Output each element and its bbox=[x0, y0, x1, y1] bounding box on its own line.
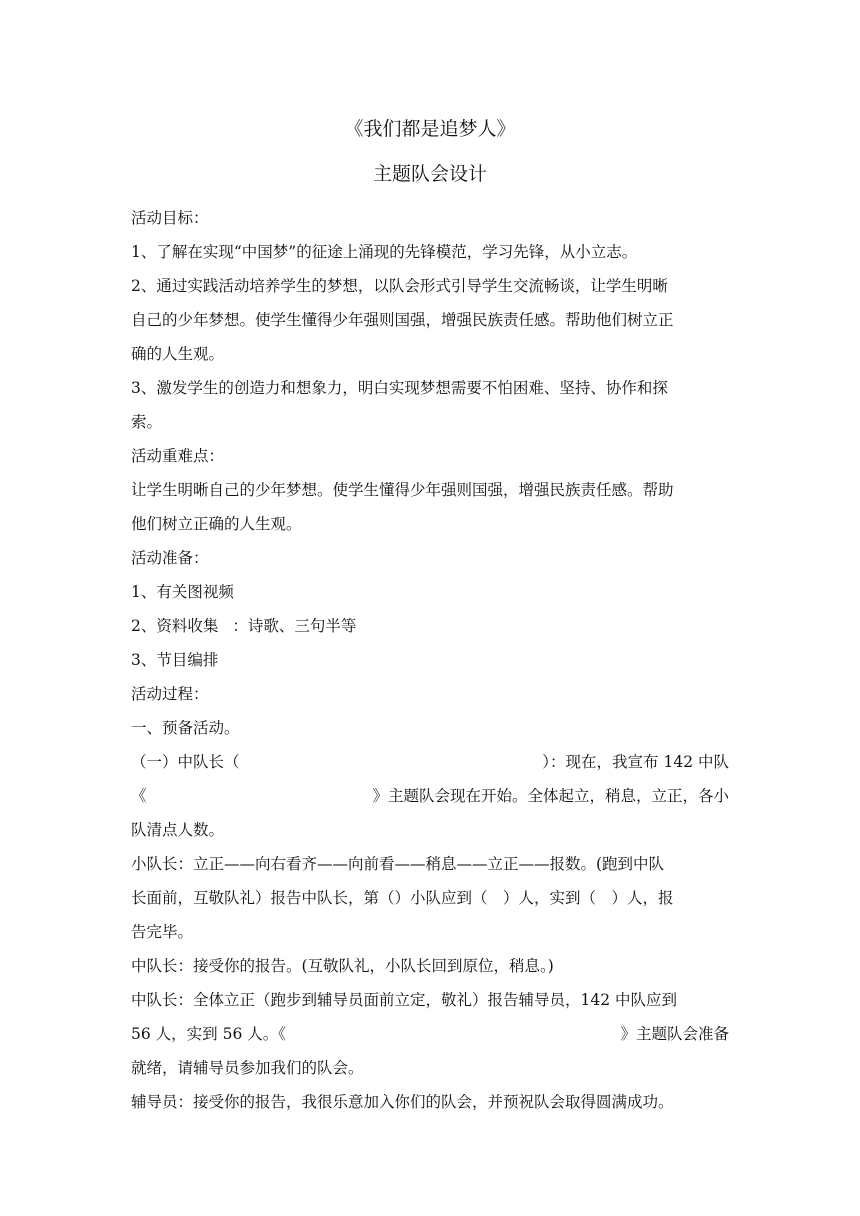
preparation-item-2-detail: ：诗歌、三句半等 bbox=[232, 617, 357, 635]
process-step-1: 一、预备活动。 bbox=[131, 719, 240, 737]
process-heading: 活动过程： bbox=[131, 685, 209, 703]
key-points-line-1: 让学生明晰自己的少年梦想。使学生懂得少年强则国强，增强民族责任感。帮助 bbox=[131, 481, 674, 499]
process-line-1-left: （一）中队长（ bbox=[131, 753, 240, 771]
key-points-line-2: 他们树立正确的人生观。 bbox=[131, 515, 302, 533]
process-line-8: 中队长：全体立正（跑步到辅导员面前立定，敬礼）报告辅导员，142 中队应到 bbox=[131, 991, 678, 1009]
preparation-item-3: 3、节目编排 bbox=[131, 651, 219, 669]
process-line-9 bbox=[131, 1017, 729, 1051]
goal-2-line-3: 确的人生观。 bbox=[131, 345, 225, 363]
document-subtitle: 主题队会设计 bbox=[372, 163, 487, 185]
process-line-1 bbox=[131, 745, 729, 779]
document-body bbox=[131, 201, 729, 1119]
preparation-item-2 bbox=[131, 609, 729, 643]
process-line-2-right: 》主题队会现在开始。全体起立，稍息，立正，各小 bbox=[372, 787, 729, 805]
document-title: 《我们都是追梦人》 bbox=[344, 118, 516, 140]
preparation-item-2-label: 2、资料收集 bbox=[131, 617, 219, 635]
process-line-10: 就绪，请辅导员参加我们的队会。 bbox=[131, 1059, 364, 1077]
process-line-2-left: 《 bbox=[131, 787, 147, 805]
process-line-7: 中队长：接受你的报告。(互敬队礼，小队长回到原位，稍息。) bbox=[131, 957, 554, 975]
goals-heading: 活动目标： bbox=[131, 209, 209, 227]
process-line-5: 长面前，互敬队礼）报告中队长，第（）小队应到（ ）人，实到（ ）人，报 bbox=[131, 889, 674, 907]
preparation-heading: 活动准备： bbox=[131, 549, 209, 567]
process-line-9-right: 》主题队会准备 bbox=[620, 1025, 729, 1043]
process-line-6: 告完毕。 bbox=[131, 923, 194, 941]
goal-3-line-1: 3、激发学生的创造力和想象力，明白实现梦想需要不怕困难、坚持、协作和探 bbox=[131, 379, 668, 397]
goal-3-line-2: 索。 bbox=[131, 413, 163, 431]
process-line-3: 队清点人数。 bbox=[131, 821, 225, 839]
key-points-heading: 活动重难点： bbox=[131, 447, 225, 465]
goal-2-line-2: 自己的少年梦想。使学生懂得少年强则国强，增强民族责任感。帮助他们树立正 bbox=[131, 311, 674, 329]
process-line-11: 辅导员：接受你的报告，我很乐意加入你们的队会，并预祝队会取得圆满成功。 bbox=[131, 1093, 674, 1111]
goal-1: 1、了解在实现“中国梦”的征途上涌现的先锋模范，学习先锋，从小立志。 bbox=[131, 243, 638, 261]
process-line-9-left: 56 人，实到 56 人。《 bbox=[131, 1025, 286, 1043]
process-line-4: 小队长：立正——向右看齐——向前看——稍息——立正——报数。(跑到中队 bbox=[131, 855, 665, 873]
process-line-2 bbox=[131, 779, 729, 813]
process-line-1-right: ）：现在，我宣布 142 中队 bbox=[542, 753, 729, 771]
preparation-item-1: 1、有关图视频 bbox=[131, 583, 234, 601]
goal-2-line-1: 2、通过实践活动培养学生的梦想，以队会形式引导学生交流畅谈，让学生明晰 bbox=[131, 277, 668, 295]
